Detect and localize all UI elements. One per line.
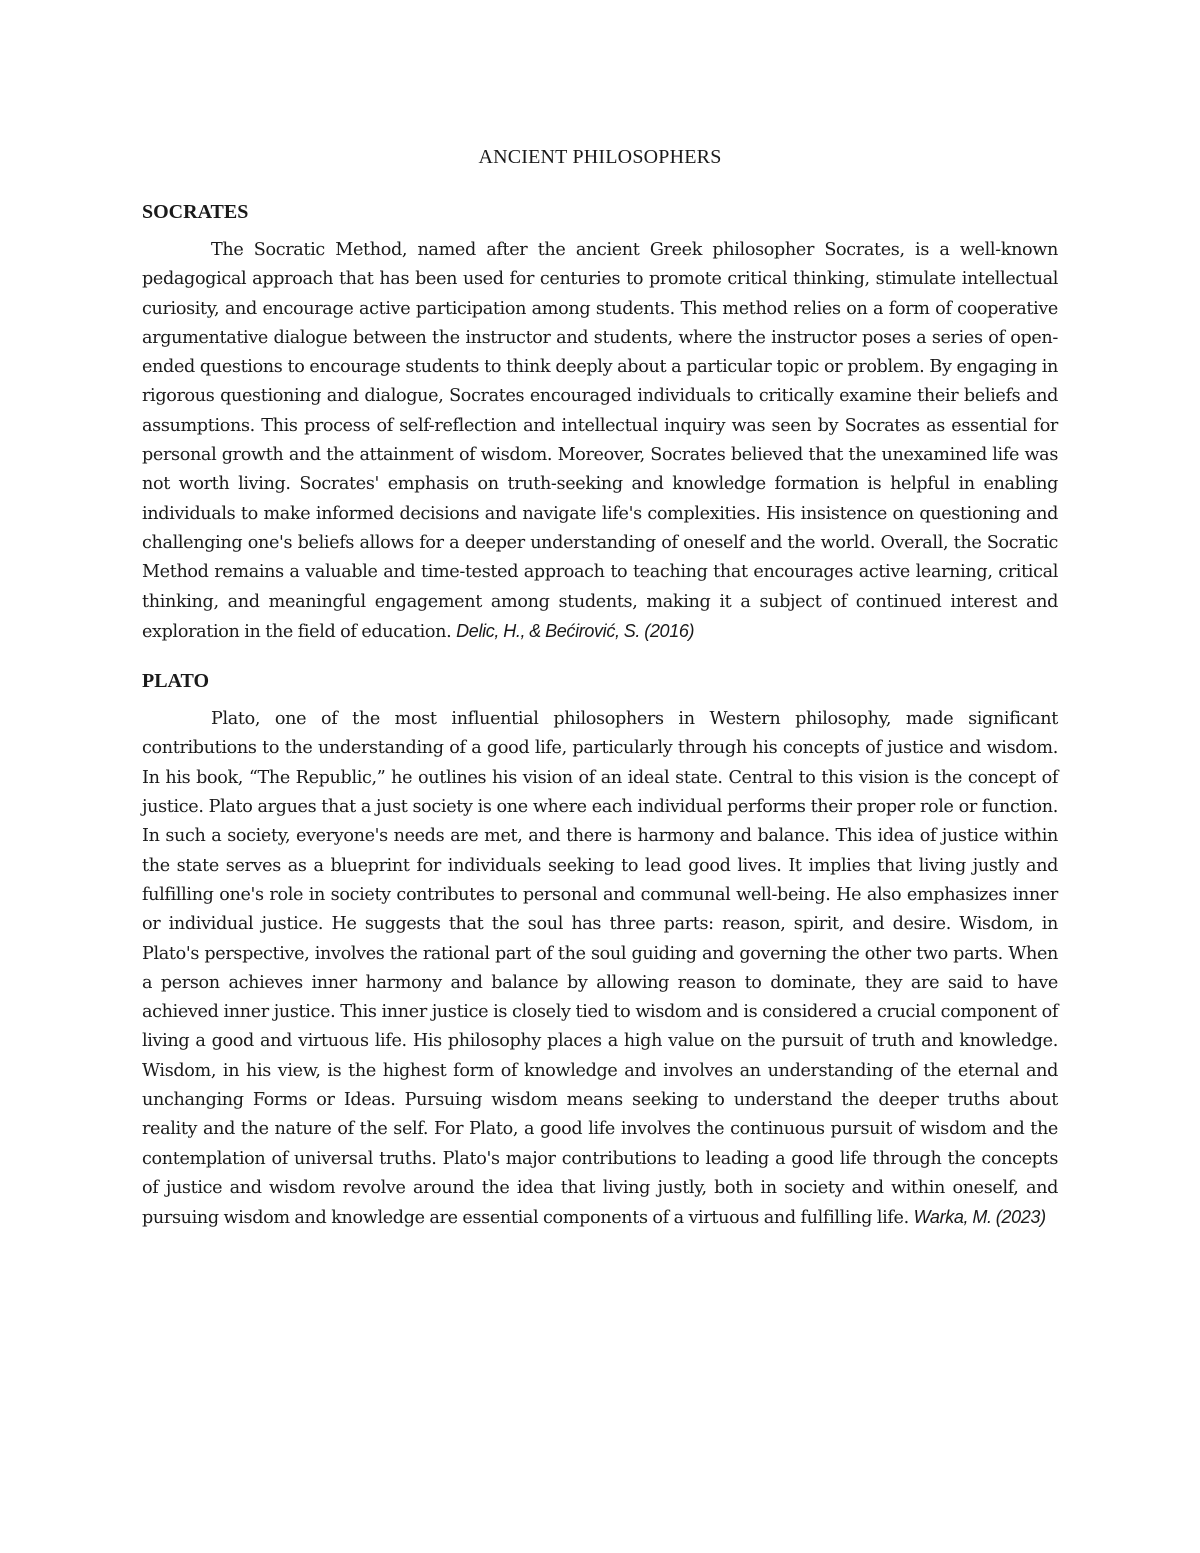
document-page (142, 140, 1058, 1244)
body-text: The Socratic Method, named after the ancient Greek philosopher Socrates, is a well-known pedagogical approach that has been used for centuries to promote critical thinking, stimulate intellectual curiosity, and encourage active participation among students. This method relies on a form of cooperative argumentative dialogue between the instructor and students, where the instructor poses a series of open-ended questions to encourage students to think deeply about a particular topic or problem. By engaging in rigorous questioning and dialogue, Socrates encouraged individuals to critically examine their beliefs and assumptions. This process of self-reflection and intellectual inquiry was seen by Socrates as essential for personal growth and the attainment of wisdom. Moreover, Socrates believed that the unexamined life was not worth living. Socrates' emphasis on truth-seeking and knowledge formation is helpful in enabling individuals to make informed decisions and navigate life's complexities. His insistence on questioning and challenging one's beliefs allows for a deeper understanding of oneself and the world. Overall, the Socratic Method remains a valuable and time-tested approach to teaching that encourages active learning, critical thinking, and meaningful engagement among students, making it a subject of continued interest and exploration in the field of education. (142, 240, 1058, 642)
section-body-socrates (142, 236, 1058, 647)
section-socrates (142, 196, 1058, 647)
section-plato (142, 665, 1058, 1233)
section-heading-socrates: SOCRATES (142, 201, 249, 223)
citation: Warka, M. (2023) (913, 1207, 1046, 1228)
section-heading-plato: PLATO (142, 670, 210, 693)
body-text: Plato, one of the most influential philosophers in Western philosophy, made significant contributions to the understanding of a good life, particularly through his concepts of justice and wisdom. In his book, “The Republic,” he outlines his vision of an ideal state. Central to this vision is the concept of justice. Plato argues that a just society is one where each individual performs their proper role or function. In such a society, everyone's needs are met, and there is harmony and balance. This idea of justice within the state serves as a blueprint for individuals seeking to lead good lives. It implies that living justly and fulfilling one's role in society contributes to personal and communal well-being. He also emphasizes inner or individual justice. He suggests that the soul has three parts: reason, spirit, and desire. Wisdom, in Plato's perspective, involves the rational part of the soul guiding and governing the other two parts. When a person achieves inner harmony and balance by allowing reason to dominate, they are said to have achieved inner justice. This inner justice is closely tied to wisdom and is considered a crucial component of living a good and virtuous life. His philosophy places a high value on the pursuit of truth and knowledge. Wisdom, in his view, is the highest form of knowledge and involves an understanding of the eternal and unchanging Forms or Ideas. Pursuing wisdom means seeking to understand the deeper truths about reality and the nature of the self. For Plato, a good life involves the continuous pursuit of wisdom and the contemplation of universal truths. Plato's major contributions to leading a good life through the concepts of justice and wisdom revolve around the idea that living justly, both in society and within oneself, and pursuing wisdom and knowledge are essential components of a virtuous and fulfilling life. (142, 709, 1058, 1229)
section-body-plato (142, 705, 1058, 1233)
document-title: ANCIENT PHILOSOPHERS (478, 146, 722, 168)
citation: Delic, H., & Bećirović, S. (2016) (456, 620, 695, 641)
